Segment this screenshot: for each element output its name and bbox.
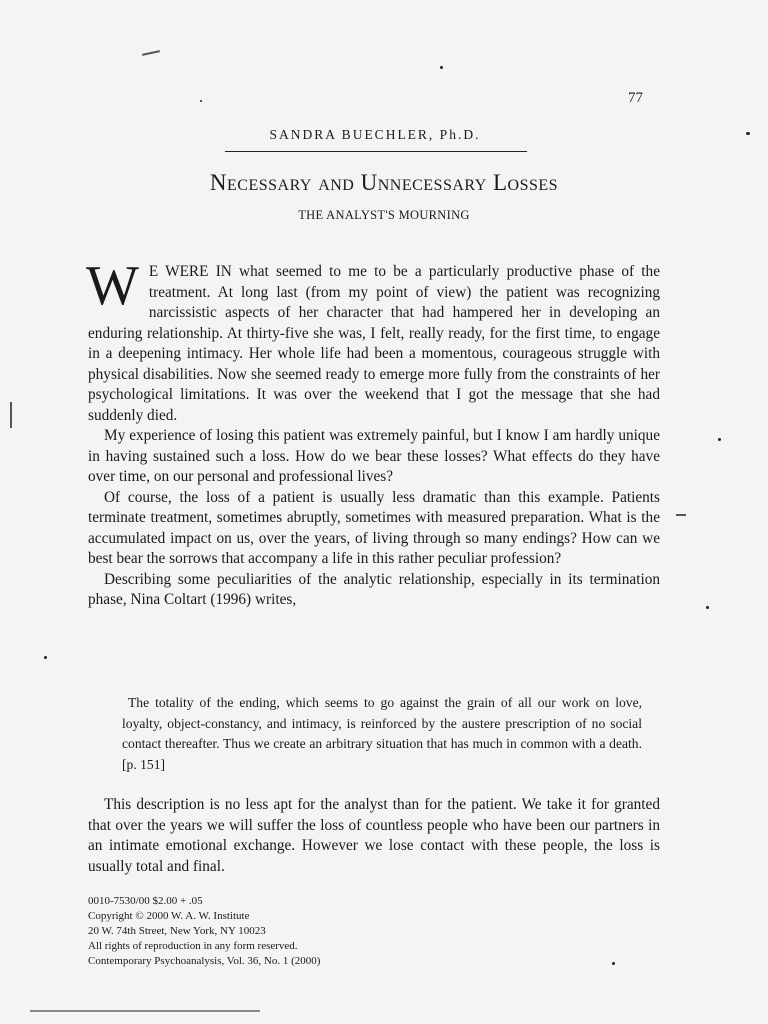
scan-speck — [44, 656, 47, 659]
scan-speck — [440, 66, 443, 69]
block-quote — [122, 693, 642, 775]
page-number: 77 — [628, 90, 643, 106]
paragraph-1-text: E WERE IN what seemed to me to be a particularly productive phase of the treatment. At long last (from my point of view) the patient was recognizing narcissistic aspects of her character that had hampered her in developing an enduring relationship. At thirty-five she was, I felt, really ready, for the first time, to engage in a deepening intimacy. Her whole life had been a momentous, courageous struggle with physical disabilities. Now she seemed ready to emerge more fully from the constraints of her psychological limitations. It was over the weekend that I got the message that she had suddenly died. — [88, 263, 660, 424]
scan-speck — [746, 132, 750, 135]
article-subtitle: THE ANALYST'S MOURNING — [298, 208, 470, 222]
paragraph-4: Describing some peculiarities of the analytic relationship, especially in its termination phase, Nina Coltart (1996) writes, — [88, 570, 660, 608]
footer-line-4: All rights of reproduction in any form reserved. — [88, 940, 298, 952]
author-rule — [225, 151, 527, 152]
author-line: SANDRA BUECHLER, Ph.D. — [269, 127, 481, 142]
footer-line-1: 0010-7530/00 $2.00 + .05 — [88, 895, 203, 907]
paragraph-5: This description is no less apt for the analyst than for the patient. We take it for granted that over the years we will suffer the loss of countless people who have been our partners in an intimate emotional exchange. However we lose contact with these people, the loss is usually total and final. — [88, 796, 660, 875]
drop-cap: W — [86, 255, 139, 317]
scan-mark — [676, 514, 686, 516]
article-title: Necessary and Unnecessary Losses — [209, 170, 559, 195]
copyright-footer — [88, 894, 488, 969]
paragraph-1 — [86, 255, 660, 426]
paragraph-2: My experience of losing this patient was extremely painful, but I know I am hardly unique in having sustained such a loss. How do we bear these losses? What effects do they have over time, on our personal and professional lives? — [88, 427, 660, 485]
scan-speck — [200, 100, 202, 102]
scan-mark — [142, 50, 160, 56]
opening-text — [86, 255, 660, 611]
footer-line-2: Copyright © 2000 W. A. W. Institute — [88, 910, 250, 922]
scan-mark — [10, 402, 12, 428]
footer-line-5: Contemporary Psychoanalysis, Vol. 36, No. 1 (2000) — [88, 955, 321, 967]
scan-mark — [30, 1010, 260, 1012]
scan-speck — [718, 438, 721, 441]
scan-speck — [706, 606, 709, 609]
closing-text — [88, 795, 660, 877]
block-quote-text: The totality of the ending, which seems to go against the grain of all our work on love, loyalty, object-constancy, and intimacy, is reinforced by the austere prescription of no social contact thereafter. Thus we create an arbitrary situation that has much in common with a death. [p. 151] — [122, 695, 642, 772]
scan-speck — [612, 962, 615, 965]
footer-line-3: 20 W. 74th Street, New York, NY 10023 — [88, 925, 266, 937]
paragraph-3: Of course, the loss of a patient is usually less dramatic than this example. Patients terminate treatment, sometimes abruptly, sometimes with measured preparation. What is the accumulated impact on us, over the years, of living through so many endings? How can we best bear the sorrows that accompany a life in this rather peculiar profession? — [88, 488, 660, 567]
